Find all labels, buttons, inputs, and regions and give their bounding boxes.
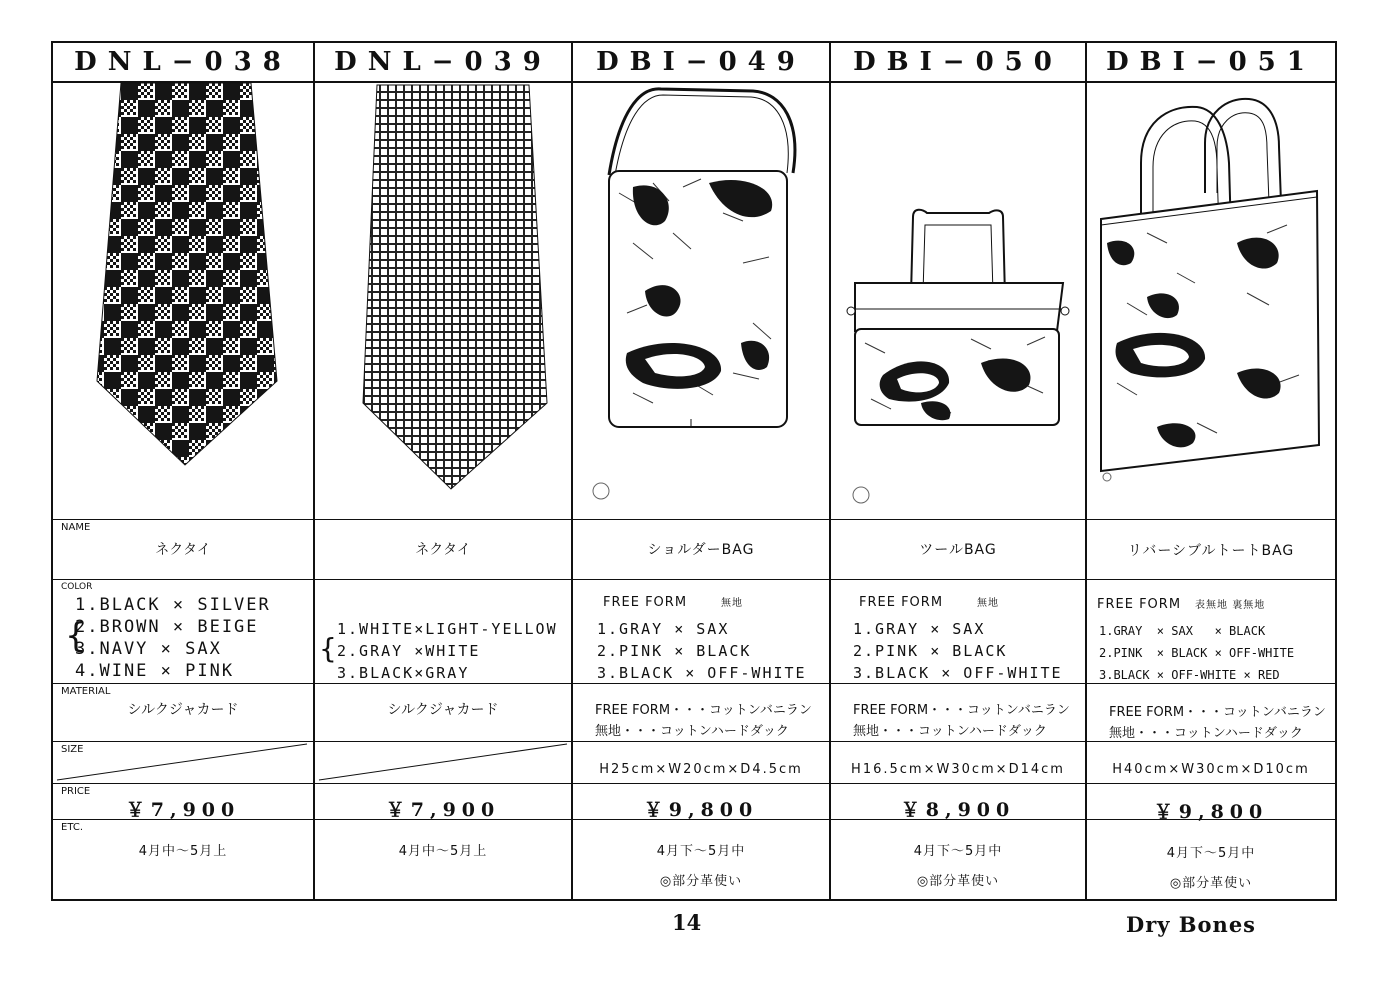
- product-name: ネクタイ: [155, 542, 211, 558]
- material-text: [1109, 702, 1326, 744]
- material-row: [831, 683, 1085, 741]
- etc-line: 4月下〜5月中: [656, 844, 746, 859]
- color-option: 3.BLACK×GRAY: [337, 664, 470, 682]
- name-row: [315, 519, 571, 579]
- material-line: 無地・・・コットンハードダック: [1109, 726, 1303, 741]
- size-row: [831, 741, 1085, 783]
- etc-row: [831, 819, 1085, 901]
- size-not-applicable-slash: [315, 742, 571, 784]
- color-bracket: {: [65, 616, 87, 656]
- etc-row: [315, 819, 571, 901]
- etc-line: 4月中〜5月上: [398, 844, 488, 859]
- product-name: ネクタイ: [415, 542, 471, 558]
- product-code: DBI−051: [1087, 43, 1335, 83]
- color-option: 3.BLACK × OFF-WHITE: [853, 664, 1063, 682]
- material-row: [1087, 683, 1335, 741]
- etc-line: 4月下〜5月中: [1166, 846, 1256, 861]
- product-size: H16.5cm×W30cm×D14cm: [851, 762, 1065, 777]
- product-code: DBI−050: [831, 43, 1085, 83]
- material-text: シルクジャカード: [387, 702, 499, 718]
- name-row: [573, 519, 829, 579]
- size-row: [315, 741, 571, 783]
- product-name: リバーシブルトートBAG: [1127, 543, 1295, 559]
- free-form-header: [859, 594, 999, 610]
- material-row: [315, 683, 571, 741]
- etc-line: ◎部分革使い: [916, 874, 1000, 889]
- material-row: [53, 683, 313, 741]
- product-price: ￥7,900: [125, 799, 241, 821]
- name-row: [831, 519, 1085, 579]
- etc-line: ◎部分革使い: [659, 874, 743, 889]
- color-option: 1.GRAY × SAX: [597, 620, 730, 638]
- product-image-tote-bag: [1087, 83, 1335, 519]
- product-image-grid-necktie: [315, 83, 571, 519]
- color-row: [53, 579, 313, 683]
- material-label: MATERIAL: [61, 686, 111, 697]
- product-image-checkered-necktie: [53, 83, 313, 519]
- color-option: 3.NAVY × SAX: [75, 639, 222, 659]
- product-price: ￥9,800: [1153, 801, 1269, 823]
- product-code: DNL−039: [315, 43, 571, 83]
- price-row: [53, 783, 313, 819]
- color-options: [1099, 620, 1294, 686]
- color-option: 3.BLACK × OFF-WHITE: [597, 664, 807, 682]
- size-not-applicable-slash: [53, 742, 311, 784]
- plain-label: 無地: [721, 598, 744, 609]
- material-line: FREE FORM・・・コットンバニラン: [595, 703, 812, 718]
- material-line: FREE FORM・・・コットンバニラン: [853, 703, 1070, 718]
- color-options: [597, 618, 807, 684]
- color-row: [1087, 579, 1335, 683]
- size-label: SIZE: [61, 744, 84, 755]
- material-line: 無地・・・コットンハードダック: [595, 724, 789, 739]
- product-column-dbi-050: [829, 43, 1085, 899]
- material-text: シルクジャカード: [127, 702, 239, 718]
- product-code: DBI−049: [573, 43, 829, 83]
- product-name: ツールBAG: [919, 542, 997, 558]
- product-size: H25cm×W20cm×D4.5cm: [599, 762, 803, 777]
- plain-label: 表無地 裏無地: [1195, 600, 1266, 611]
- product-column-dnl-038: [53, 43, 313, 899]
- color-option: 2.GRAY ×WHITE: [337, 642, 481, 660]
- product-image-tool-bag: [831, 83, 1085, 519]
- color-option: 2.BROWN × BEIGE: [75, 617, 259, 637]
- free-form-header: [1097, 596, 1265, 612]
- etc-label: ETC.: [61, 822, 84, 833]
- price-row: [573, 783, 829, 819]
- catalog-sheet: [51, 41, 1337, 901]
- product-price: ￥8,900: [900, 799, 1016, 821]
- color-option: 1.WHITE×LIGHT-YELLOW: [337, 620, 558, 638]
- name-row: [1087, 519, 1335, 579]
- material-line: 無地・・・コットンハードダック: [853, 724, 1047, 739]
- color-row: [573, 579, 829, 683]
- name-label: NAME: [61, 522, 91, 533]
- product-name: ショルダーBAG: [647, 542, 755, 558]
- plain-label: 無地: [977, 598, 1000, 609]
- color-option: 2.PINK × BLACK: [853, 642, 1008, 660]
- product-size: H40cm×W30cm×D10cm: [1112, 762, 1310, 777]
- price-row: [315, 783, 571, 819]
- color-option: 3.BLACK × OFF-WHITE × RED: [1099, 668, 1280, 682]
- color-bracket: {: [319, 632, 337, 665]
- size-row: [1087, 741, 1335, 783]
- etc-row: [53, 819, 313, 901]
- etc-line: ◎部分革使い: [1169, 876, 1253, 891]
- color-options: [337, 618, 558, 684]
- size-row: [53, 741, 313, 783]
- product-column-dnl-039: [313, 43, 571, 899]
- product-price: ￥9,800: [643, 799, 759, 821]
- color-option: 1.BLACK × SILVER: [75, 595, 271, 615]
- color-row: [831, 579, 1085, 683]
- brand-name: Dry Bones: [1126, 912, 1256, 937]
- color-option: 1.GRAY × SAX: [853, 620, 986, 638]
- color-options: [75, 594, 271, 682]
- size-row: [573, 741, 829, 783]
- product-price: ￥7,900: [385, 799, 501, 821]
- price-row: [831, 783, 1085, 819]
- price-label: PRICE: [61, 786, 91, 797]
- free-form-label: FREE FORM: [603, 595, 688, 610]
- material-row: [573, 683, 829, 741]
- material-text: [595, 700, 812, 742]
- etc-row: [573, 819, 829, 901]
- name-row: [53, 519, 313, 579]
- color-option: 4.WINE × PINK: [75, 661, 235, 681]
- color-label: COLOR: [61, 582, 93, 592]
- free-form-label: FREE FORM: [1097, 597, 1182, 612]
- color-row: [315, 579, 571, 683]
- free-form-header: [603, 594, 743, 610]
- material-text: [853, 700, 1070, 742]
- product-code: DNL−038: [53, 43, 313, 83]
- price-row: [1087, 783, 1335, 823]
- product-column-dbi-049: [571, 43, 829, 899]
- etc-row: [1087, 819, 1335, 901]
- etc-line: 4月下〜5月中: [913, 844, 1003, 859]
- color-option: 2.PINK × BLACK × OFF-WHITE: [1099, 646, 1295, 660]
- product-image-shoulder-bag: [573, 83, 829, 519]
- free-form-label: FREE FORM: [859, 595, 944, 610]
- color-option: 1.GRAY × SAX × BLACK: [1099, 624, 1266, 638]
- product-column-dbi-051: [1085, 43, 1335, 899]
- color-options: [853, 618, 1063, 684]
- etc-line: 4月中〜5月上: [138, 844, 228, 859]
- page-number: 14: [672, 910, 702, 935]
- material-line: FREE FORM・・・コットンバニラン: [1109, 705, 1326, 720]
- color-option: 2.PINK × BLACK: [597, 642, 752, 660]
